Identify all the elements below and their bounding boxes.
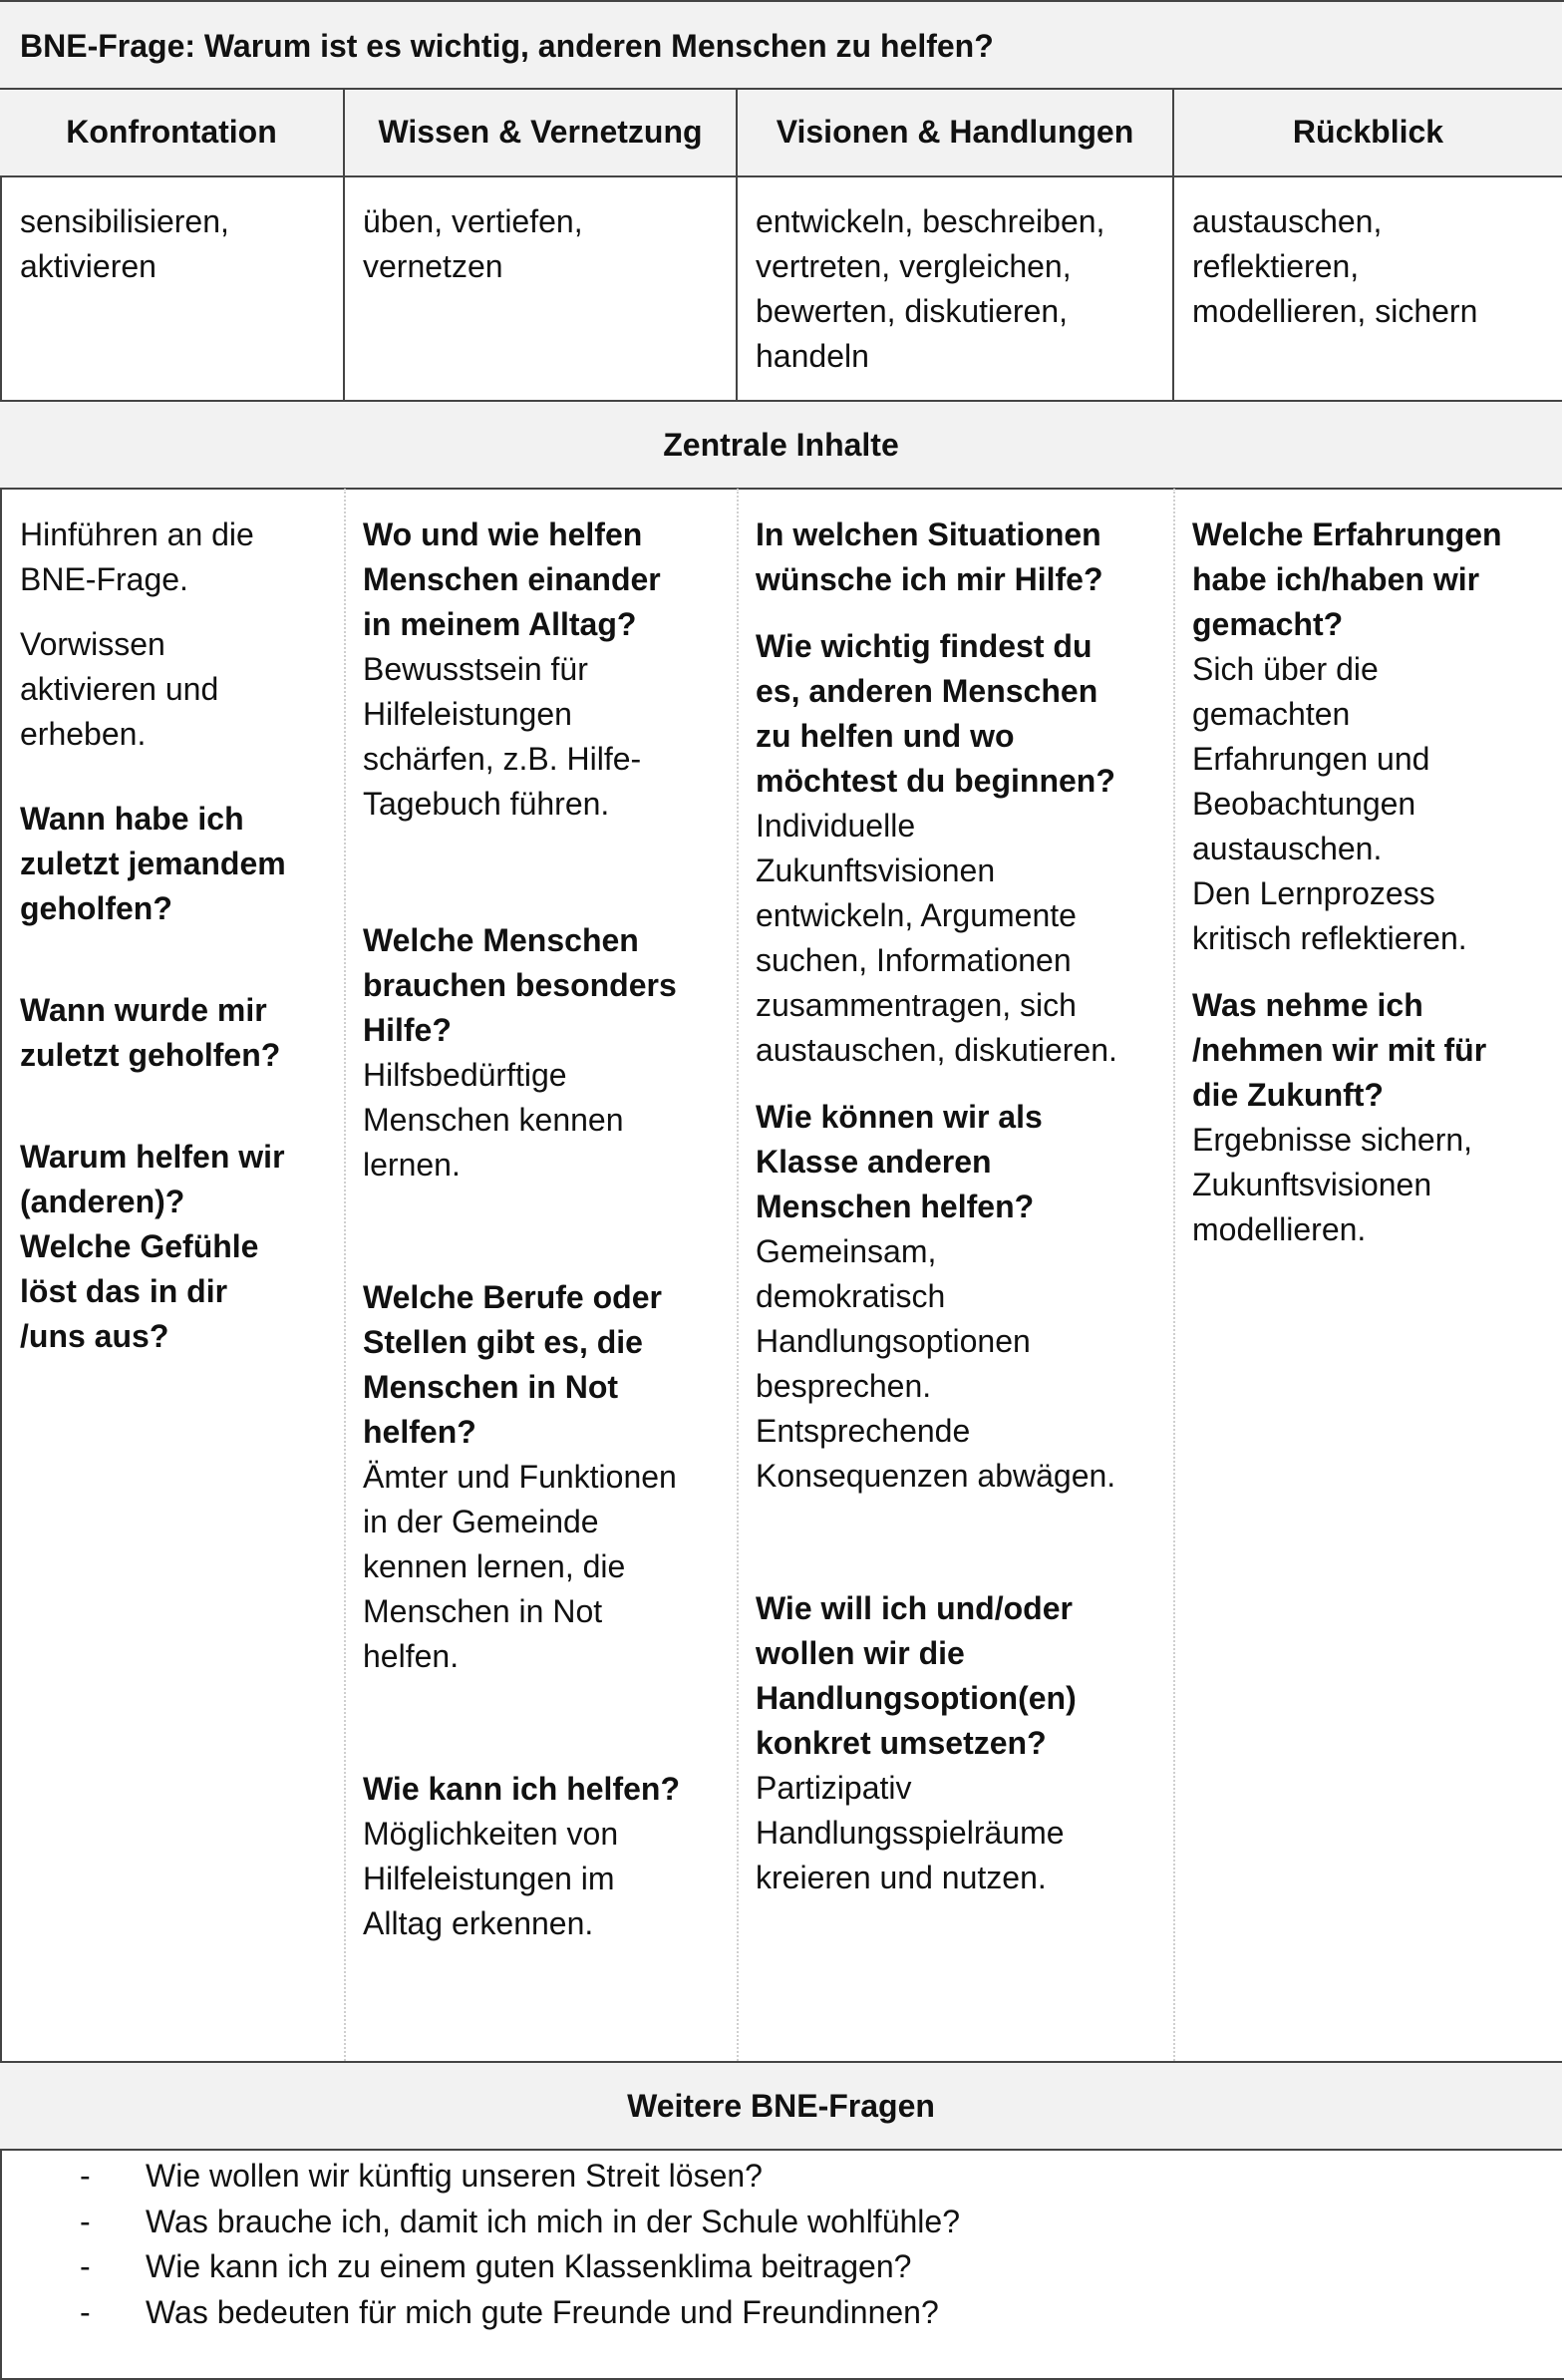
content-block	[1192, 983, 1557, 1252]
phase-header-1: Konfrontation	[66, 113, 277, 150]
verb-line: reflektieren,	[1192, 248, 1360, 284]
content-block	[363, 512, 732, 827]
text-line: wünsche ich mir Hilfe?	[756, 561, 1103, 597]
text-line: zusammentragen, sich	[756, 987, 1077, 1023]
divider	[0, 488, 1562, 490]
text-line: kreieren und nutzen.	[756, 1860, 1047, 1895]
list-item	[80, 2290, 960, 2336]
text-line: gemachten	[1192, 696, 1351, 732]
dash: -	[80, 2293, 91, 2330]
content-column-3	[756, 512, 1168, 1900]
verb-line: sensibilisieren,	[20, 203, 229, 239]
text-line: möchtest du beginnen?	[756, 763, 1115, 799]
phase-verbs-2	[363, 199, 583, 289]
list-item	[80, 2200, 960, 2245]
content-block	[1192, 512, 1557, 961]
intro-text	[20, 622, 339, 757]
verb-line: austauschen,	[1192, 203, 1383, 239]
text-line: Vorwissen	[20, 626, 165, 662]
text-line: Tagebuch führen.	[363, 786, 610, 822]
text-line: Wann wurde mir	[20, 992, 267, 1028]
content-block	[363, 918, 732, 1188]
text-line: Welche Menschen	[363, 922, 639, 958]
text-line: Warum helfen wir	[20, 1139, 285, 1175]
text-line: zuletzt geholfen?	[20, 1037, 281, 1073]
text-line: Partizipativ	[756, 1770, 912, 1806]
text-line: Menschen in Not	[363, 1593, 603, 1629]
text-line: Zukunftsvisionen	[756, 852, 996, 888]
text-line: Wie will ich und/oder	[756, 1590, 1073, 1626]
text-line: Menschen helfen?	[756, 1189, 1035, 1224]
text-line: löst das in dir	[20, 1273, 228, 1309]
list-item-text: Was bedeuten für mich gute Freunde und Freundinnen?	[146, 2293, 939, 2330]
text-line: die Zukunft?	[1192, 1077, 1384, 1113]
list-item-text: Was brauche ich, damit ich mich in der Schule wohlfühle?	[146, 2203, 960, 2239]
text-line: in der Gemeinde	[363, 1504, 599, 1539]
content-block	[756, 1095, 1168, 1499]
text-line: BNE-Frage.	[20, 561, 188, 597]
text-line: Hinführen an die	[20, 516, 254, 552]
text-line: /uns aus?	[20, 1318, 169, 1354]
content-block	[756, 1586, 1168, 1900]
guiding-question	[20, 988, 339, 1078]
text-line: zu helfen und wo	[756, 718, 1015, 754]
list-item	[80, 2244, 960, 2290]
text-line: Wie kann ich helfen?	[363, 1771, 680, 1807]
text-line: Menschen kennen	[363, 1102, 624, 1138]
text-line: kritisch reflektieren.	[1192, 920, 1467, 956]
text-line: Menschen einander	[363, 561, 661, 597]
further-questions-list	[80, 2154, 960, 2335]
text-line: brauchen besonders	[363, 967, 677, 1003]
text-line: Ergebnisse sichern,	[1192, 1122, 1473, 1158]
text-line: austauschen, diskutieren.	[756, 1032, 1117, 1068]
content-column-1	[20, 512, 339, 1359]
text-line: austauschen.	[1192, 831, 1383, 866]
text-line: es, anderen Menschen	[756, 673, 1098, 709]
text-line: schärfen, z.B. Hilfe-	[363, 741, 642, 777]
content-column-4	[1192, 512, 1557, 1252]
phase-header-3: Visionen & Handlungen	[776, 113, 1134, 150]
content-block	[756, 512, 1168, 602]
text-line: Den Lernprozess	[1192, 875, 1435, 911]
text-line: lernen.	[363, 1147, 461, 1183]
text-line: erheben.	[20, 716, 147, 752]
phase-verbs-3	[756, 199, 1104, 379]
text-line: geholfen?	[20, 890, 172, 926]
text-line: zuletzt jemandem	[20, 846, 286, 881]
column-divider-dotted	[344, 489, 346, 2061]
text-line: Stellen gibt es, die	[363, 1324, 643, 1360]
intro-text	[20, 512, 339, 602]
text-line: kennen lernen, die	[363, 1548, 626, 1584]
further-heading: Weitere BNE-Fragen	[627, 2088, 935, 2124]
column-divider-dotted	[1173, 489, 1175, 2061]
text-line: in meinem Alltag?	[363, 606, 637, 642]
divider	[0, 2149, 1562, 2151]
text-line: modellieren.	[1192, 1211, 1367, 1247]
text-line: Konsequenzen abwägen.	[756, 1458, 1116, 1494]
text-line: Ämter und Funktionen	[363, 1459, 677, 1495]
text-line: Welche Berufe oder	[363, 1279, 662, 1315]
text-line: Wie wichtig findest du	[756, 628, 1093, 664]
content-block	[363, 1767, 732, 1946]
text-line: konkret umsetzen?	[756, 1725, 1047, 1761]
list-item-text: Wie wollen wir künftig unseren Streit lösen?	[146, 2158, 763, 2194]
divider	[0, 175, 1562, 177]
text-line: Sich über die	[1192, 651, 1379, 687]
content-column-2	[363, 512, 732, 1946]
text-line: entwickeln, Argumente	[756, 897, 1077, 933]
text-line: Was nehme ich	[1192, 987, 1423, 1023]
divider	[0, 2061, 1562, 2063]
list-item	[80, 2154, 960, 2200]
guiding-question	[20, 797, 339, 931]
text-line: wollen wir die	[756, 1635, 965, 1671]
text-line: Individuelle	[756, 808, 916, 844]
verb-line: vernetzen	[363, 248, 503, 284]
text-line: Wann habe ich	[20, 801, 244, 837]
text-line: gemacht?	[1192, 606, 1344, 642]
text-line: Klasse anderen	[756, 1144, 992, 1180]
text-line: suchen, Informationen	[756, 942, 1072, 978]
phase-verbs-4	[1192, 199, 1477, 334]
phase-header-4: Rückblick	[1292, 113, 1444, 150]
verb-line: bewerten, diskutieren,	[756, 293, 1069, 329]
text-line: Zukunftsvisionen	[1192, 1167, 1432, 1202]
text-line: Hilfe?	[363, 1012, 452, 1048]
central-heading: Zentrale Inhalte	[663, 427, 899, 463]
content-block	[363, 1275, 732, 1679]
dash: -	[80, 2203, 91, 2239]
text-line: Handlungsoptionen	[756, 1323, 1031, 1359]
text-line: Handlungsoption(en)	[756, 1680, 1077, 1716]
phase-header-2: Wissen & Vernetzung	[378, 113, 703, 150]
text-line: Menschen in Not	[363, 1369, 619, 1405]
verb-line: aktivieren	[20, 248, 156, 284]
dash: -	[80, 2158, 91, 2194]
text-line: Alltag erkennen.	[363, 1905, 594, 1941]
text-line: Bewusstsein für	[363, 651, 588, 687]
text-line: Erfahrungen und	[1192, 741, 1430, 777]
divider	[0, 400, 1562, 402]
text-line: Welche Erfahrungen	[1192, 516, 1502, 552]
text-line: aktivieren und	[20, 671, 219, 707]
column-divider-dotted	[737, 489, 739, 2061]
text-line: Hilfsbedürftige	[363, 1057, 567, 1093]
text-line: Hilfeleistungen im	[363, 1861, 615, 1896]
text-line: In welchen Situationen	[756, 516, 1101, 552]
content-block	[756, 624, 1168, 1073]
text-line: demokratisch	[756, 1278, 946, 1314]
dash: -	[80, 2248, 91, 2284]
text-line: Handlungsspielräume	[756, 1815, 1065, 1851]
text-line: Welche Gefühle	[20, 1228, 259, 1264]
page-title: BNE-Frage: Warum ist es wichtig, anderen Menschen zu helfen?	[20, 28, 994, 64]
text-line: habe ich/haben wir	[1192, 561, 1480, 597]
text-line: helfen?	[363, 1414, 476, 1450]
text-line: Möglichkeiten von	[363, 1816, 619, 1852]
list-item-text: Wie kann ich zu einem guten Klassenklima beitragen?	[146, 2248, 912, 2284]
verb-line: üben, vertiefen,	[363, 203, 583, 239]
text-line: Hilfeleistungen	[363, 696, 572, 732]
text-line: Beobachtungen	[1192, 786, 1416, 822]
text-line: besprechen.	[756, 1368, 932, 1404]
text-line: Wie können wir als	[756, 1099, 1043, 1135]
text-line: /nehmen wir mit für	[1192, 1032, 1487, 1068]
verb-line: modellieren, sichern	[1192, 293, 1478, 329]
verb-line: vertreten, vergleichen,	[756, 248, 1072, 284]
text-line: Gemeinsam,	[756, 1233, 937, 1269]
text-line: (anderen)?	[20, 1184, 185, 1219]
guiding-question	[20, 1135, 339, 1359]
verb-line: handeln	[756, 338, 869, 374]
text-line: helfen.	[363, 1638, 460, 1674]
text-line: Wo und wie helfen	[363, 516, 643, 552]
text-line: Entsprechende	[756, 1413, 971, 1449]
phase-verbs-1	[20, 199, 229, 289]
verb-line: entwickeln, beschreiben,	[756, 203, 1105, 239]
